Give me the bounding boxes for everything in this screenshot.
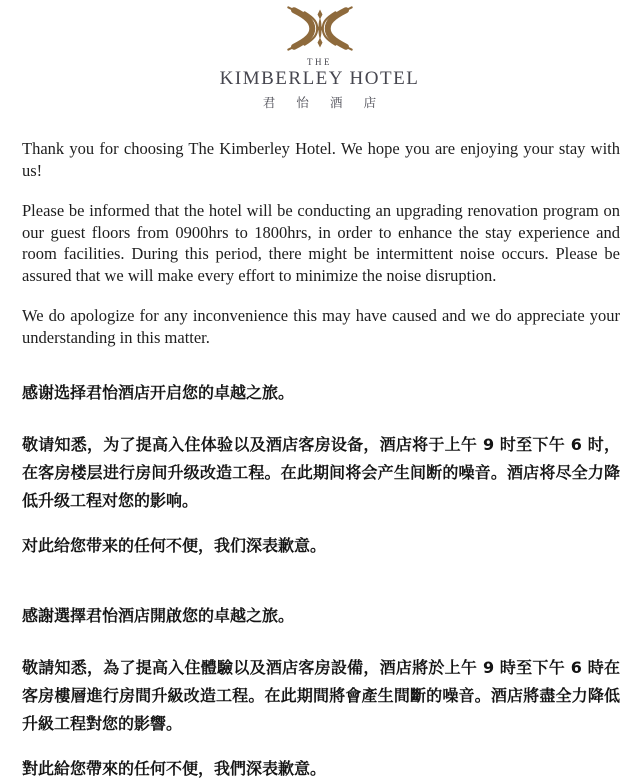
hotel-brand-header <box>0 0 639 111</box>
english-paragraph-renovation-info: Please be informed that the hotel will be conducting an upgrading renovation program on our guest floors from 0900hrs to 1800hrs, in order to enhance the stay experience and room facilities. During this period, there might be intermittent noise occurs. Please be assured that we will make every effort to minimize the noise disruption. <box>22 201 620 285</box>
english-paragraph-apology: We do apologize for any inconvenience this may have caused and we do appreciate your understanding in this matter. <box>22 306 620 347</box>
english-notice-section <box>22 138 620 348</box>
traditional-paragraph-thank-you: 感謝選擇君怡酒店開啟您的卓越之旅。 <box>22 606 295 625</box>
brand-the-label: THE <box>307 57 332 67</box>
notice-body <box>0 138 639 783</box>
simplified-paragraph-renovation-info: 敬请知悉，为了提高入住体验以及酒店客房设备，酒店将于上午 9 时至下午 6 时，在客房楼层进行房间升级改造工程。在此期间将会产生间断的噪音。酒店将尽全力降低升级工程对您的影响。 <box>22 435 620 510</box>
simplified-paragraph-apology: 对此给您带来的任何不便，我们深表歉意。 <box>22 536 327 555</box>
hotel-name-english: KIMBERLEY HOTEL <box>219 68 420 89</box>
traditional-paragraph-renovation-info: 敬請知悉，為了提高入住體驗以及酒店客房設備，酒店將於上午 9 時至下午 6 時在客房樓層進行房間升級改造工程。在此期間將會產生間斷的噪音。酒店將盡全力降低升級工程對您的影響。 <box>22 658 620 733</box>
hotel-name-chinese: 君 怡 酒 店 <box>262 96 386 110</box>
english-paragraph-thank-you: Thank you for choosing The Kimberley Hotel. We hope you are enjoying your stay with us! <box>22 139 620 180</box>
simplified-paragraph-thank-you: 感谢选择君怡酒店开启您的卓越之旅。 <box>22 383 295 402</box>
traditional-chinese-notice-section <box>22 602 620 783</box>
kimberley-monogram-icon <box>285 6 355 51</box>
traditional-paragraph-apology: 對此給您帶來的任何不便，我們深表歉意。 <box>22 759 327 778</box>
simplified-chinese-notice-section <box>22 379 620 560</box>
